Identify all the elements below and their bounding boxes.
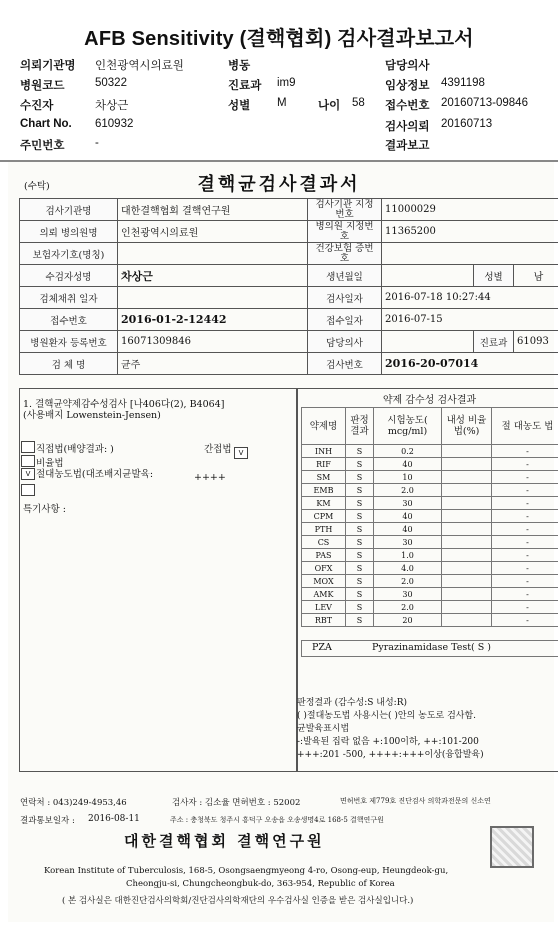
col-header: 내성 비율법(%) <box>442 408 492 445</box>
lab-id-value: 11000029 <box>382 199 558 221</box>
recv-no-label: 접수번호 <box>20 309 118 331</box>
sex-value: M <box>277 97 287 109</box>
drug-abs: - <box>492 562 558 575</box>
antibiotic-table <box>301 407 558 627</box>
footer-org-en2: Cheongju-si, Chungcheongbuk-do, 363-954, Republic of Korea <box>126 879 395 889</box>
recv-date-value: 2016-07-15 <box>382 309 558 331</box>
table-row <box>302 510 558 523</box>
table-row <box>302 497 558 510</box>
table-row <box>302 484 558 497</box>
footer-license: 면허번호 제779호 진단검사 의학과전문의 신소연 <box>340 797 491 805</box>
table-row <box>20 243 558 265</box>
table-row <box>20 309 558 331</box>
col-header: 시험농도( mcg/ml) <box>374 408 442 445</box>
drug-name: RIF <box>302 458 346 471</box>
legend-line4: -:발육된 집락 없음 +:100이하, ++:101-200 <box>297 737 479 747</box>
hosp-id-value: 11365200 <box>382 221 558 243</box>
patient-name-value: 차상근 <box>118 265 308 287</box>
patient-value: 차상근 <box>95 100 129 112</box>
abs-checkbox: V <box>21 468 35 480</box>
table-row <box>302 549 558 562</box>
drug-ratio <box>442 445 492 458</box>
report-sex-value: 남 <box>514 265 558 287</box>
patient-name-label: 수검자성명 <box>20 265 118 287</box>
test-date-value: 2016-07-18 10:27:44 <box>382 287 558 309</box>
birth-label: 생년월일 <box>308 265 382 287</box>
footer-org-en1: Korean Institute of Tuberculosis, 168-5, Osongsaengmyeong 4-ro, Osong-eup, Heungdeok-gu, <box>44 866 449 876</box>
req-hosp-label: 의뢰 병의원명 <box>20 221 118 243</box>
drug-name: LEV <box>302 601 346 614</box>
drug-conc: 10 <box>374 471 442 484</box>
drug-abs: - <box>492 497 558 510</box>
legend-line5: +++:201 -500, ++++:+++이상(융합발육) <box>297 750 484 760</box>
drug-ratio <box>442 536 492 549</box>
drug-conc: 40 <box>374 510 442 523</box>
abs-label: 절대농도법(대조배지균발육: <box>36 469 154 480</box>
official-seal <box>490 826 534 868</box>
hospcode-value: 50322 <box>95 77 127 89</box>
drug-result: S <box>346 614 374 627</box>
pza-value: Pyrazinamidase Test( S ) <box>372 642 491 653</box>
idnum-label: 주민번호 <box>20 140 65 152</box>
drug-conc: 20 <box>374 614 442 627</box>
recv-no-value: 2016-01-2-12442 <box>118 309 308 331</box>
drug-name: INH <box>302 445 346 458</box>
drug-conc: 2.0 <box>374 575 442 588</box>
specimen-label: 검 체 명 <box>20 353 118 375</box>
notes-label: 특기사항 : <box>23 504 66 515</box>
drug-ratio <box>442 523 492 536</box>
drug-name: AMK <box>302 588 346 601</box>
receipt-value: 20160713-09846 <box>441 97 528 109</box>
method-line1: 1. 결핵균약제감수성검사 [나406다(2), B4064] <box>23 399 225 410</box>
sex-label: 성별 <box>228 100 251 112</box>
lab-id-label: 검사기관 지정번호 <box>308 199 382 221</box>
reg-label: 병원환자 등록번호 <box>20 331 118 353</box>
drug-abs: - <box>492 536 558 549</box>
drug-name: MOX <box>302 575 346 588</box>
health-label: 건강보험 증번호 <box>308 243 382 265</box>
extra-checkbox <box>21 484 35 496</box>
drug-abs: - <box>492 471 558 484</box>
request-value: 20160713 <box>441 118 493 130</box>
drug-name: CS <box>302 536 346 549</box>
drug-abs: - <box>492 445 558 458</box>
abs-growth-value: ++++ <box>194 472 226 483</box>
direct-checkbox <box>21 441 35 453</box>
chart-value: 610932 <box>95 118 134 130</box>
table-row <box>20 287 558 309</box>
footer-org: 대한결핵협회 결핵연구원 <box>124 832 325 850</box>
clinical-label: 임상정보 <box>385 80 430 92</box>
report-dept-value: 61093 <box>514 331 558 353</box>
drug-result: S <box>346 601 374 614</box>
doctor-label: 담당의사 <box>385 60 430 72</box>
info-table <box>19 198 558 375</box>
table-header-row <box>302 408 558 445</box>
dept-label: 진료과 <box>228 80 262 92</box>
report-doctor-value <box>382 331 474 353</box>
drug-ratio <box>442 497 492 510</box>
age-label: 나이 <box>318 100 341 112</box>
insure-label: 보험자기호(명칭) <box>20 243 118 265</box>
drug-abs: - <box>492 614 558 627</box>
drug-conc: 40 <box>374 523 442 536</box>
recv-date-label: 접수일자 <box>308 309 382 331</box>
test-no-label: 검사번호 <box>308 353 382 375</box>
table-row <box>20 353 558 375</box>
footer-address: 주소 : 충청북도 청주시 흥덕구 오송읍 오송생명4로 168-5 결핵연구원 <box>170 816 384 824</box>
drug-abs: - <box>492 523 558 536</box>
drug-abs: - <box>492 575 558 588</box>
drug-result: S <box>346 458 374 471</box>
reg-value: 16071309846 <box>118 331 308 353</box>
drug-result: S <box>346 562 374 575</box>
drug-result: S <box>346 510 374 523</box>
drug-name: OFX <box>302 562 346 575</box>
table-row <box>302 575 558 588</box>
pza-row <box>301 640 558 657</box>
col-header: 절 대농도 법 <box>492 408 558 445</box>
drug-abs: - <box>492 458 558 471</box>
drug-conc: 0.2 <box>374 445 442 458</box>
report-sex-label: 성별 <box>474 265 514 287</box>
indirect-label: 간접법 <box>204 444 232 455</box>
footer-tester: 검사자 : 김소율 면허번호 : 52002 <box>172 798 301 808</box>
chart-label: Chart No. <box>20 118 72 130</box>
legend-line3: 균발육표시법 <box>297 724 350 734</box>
indirect-checkbox: V <box>234 447 248 459</box>
table-row <box>20 265 558 287</box>
drug-ratio <box>442 510 492 523</box>
report-label: 결과보고 <box>385 140 430 152</box>
drug-abs: - <box>492 484 558 497</box>
lab-name-label: 검사기관명 <box>20 199 118 221</box>
table-row <box>302 536 558 549</box>
request-label: 검사의뢰 <box>385 121 430 133</box>
table-row <box>302 614 558 627</box>
drug-result: S <box>346 575 374 588</box>
drug-conc: 4.0 <box>374 562 442 575</box>
table-row <box>20 331 558 353</box>
drug-ratio <box>442 484 492 497</box>
collect-label: 검체채취 일자 <box>20 287 118 309</box>
clinical-value: 4391198 <box>441 77 485 89</box>
drug-conc: 30 <box>374 588 442 601</box>
drug-conc: 2.0 <box>374 484 442 497</box>
drug-name: CPM <box>302 510 346 523</box>
institution-label: 의뢰기관명 <box>20 60 76 72</box>
drug-ratio <box>442 458 492 471</box>
direct-label: 직접법(배양결과: ) <box>36 444 114 455</box>
drug-ratio <box>442 562 492 575</box>
drug-ratio <box>442 601 492 614</box>
specimen-value: 균주 <box>118 353 308 375</box>
table-row <box>302 523 558 536</box>
hospcode-label: 병원코드 <box>20 80 65 92</box>
table-row <box>302 445 558 458</box>
drug-name: EMB <box>302 484 346 497</box>
collect-value <box>118 287 308 309</box>
sensitivity-title: 약제 감수성 검사결과 <box>382 395 477 406</box>
col-header: 판정 결과 <box>346 408 374 445</box>
drug-ratio <box>442 471 492 484</box>
drug-result: S <box>346 445 374 458</box>
dept-value: im9 <box>277 77 296 89</box>
drug-conc: 1.0 <box>374 549 442 562</box>
receipt-label: 접수번호 <box>385 100 430 112</box>
insure-value <box>118 243 308 265</box>
hosp-id-label: 병의원 지정번호 <box>308 221 382 243</box>
ratio-label: 비율법 <box>36 458 64 469</box>
footer-report-date: 2016-08-11 <box>88 814 140 824</box>
table-row <box>20 199 558 221</box>
drug-abs: - <box>492 510 558 523</box>
table-row <box>302 562 558 575</box>
patient-label: 수진자 <box>20 100 54 112</box>
drug-result: S <box>346 497 374 510</box>
birth-value <box>382 265 474 287</box>
pza-label: PZA <box>312 642 332 653</box>
table-row <box>302 588 558 601</box>
test-date-label: 검사일자 <box>308 287 382 309</box>
health-value <box>382 243 558 265</box>
test-no-value: 2016-20-07014 <box>382 353 558 375</box>
drug-ratio <box>442 549 492 562</box>
drug-conc: 40 <box>374 458 442 471</box>
institution-value: 인천광역시의료원 <box>95 60 184 72</box>
lab-name-value: 대한결핵협회 결핵연구원 <box>118 199 308 221</box>
drug-abs: - <box>492 549 558 562</box>
drug-conc: 2.0 <box>374 601 442 614</box>
age-value: 58 <box>352 97 365 109</box>
col-header: 약제명 <box>302 408 346 445</box>
ward-label: 병동 <box>228 60 251 72</box>
drug-name: PTH <box>302 523 346 536</box>
table-row <box>302 601 558 614</box>
table-row <box>302 471 558 484</box>
report-corner: (수탁) <box>24 181 50 192</box>
report-doctor-label: 담당의사 <box>308 331 382 353</box>
drug-name: PAS <box>302 549 346 562</box>
method-line2: (사용배지 Lowenstein-Jensen) <box>23 410 161 421</box>
idnum-value: - <box>95 137 99 149</box>
req-hosp-value: 인천광역시의료원 <box>118 221 308 243</box>
drug-conc: 30 <box>374 536 442 549</box>
drug-abs: - <box>492 601 558 614</box>
drug-ratio <box>442 588 492 601</box>
drug-result: S <box>346 523 374 536</box>
table-row <box>302 458 558 471</box>
drug-result: S <box>346 536 374 549</box>
drug-result: S <box>346 484 374 497</box>
drug-result: S <box>346 471 374 484</box>
legend-line1: 판정결과 (감수성:S 내성:R) <box>297 698 407 708</box>
footer-note: ( 본 검사실은 대한진단검사의학회/진단검사의학재단의 우수검사실 인증을 받은 검사실입니다.) <box>62 896 414 906</box>
footer-phone: 연락처 : 043)249-4953,46 <box>20 798 127 808</box>
legend-line2: ( )절대농도법 사용시는( )안의 농도로 검사함. <box>297 711 477 721</box>
drug-result: S <box>346 588 374 601</box>
drug-abs: - <box>492 588 558 601</box>
drug-result: S <box>346 549 374 562</box>
drug-ratio <box>442 575 492 588</box>
table-row <box>20 221 558 243</box>
drug-name: SM <box>302 471 346 484</box>
ratio-checkbox <box>21 455 35 467</box>
drug-name: KM <box>302 497 346 510</box>
footer-report-date-label: 결과통보일자 : <box>20 816 75 826</box>
drug-name: RBT <box>302 614 346 627</box>
page-title: AFB Sensitivity (결핵협회) 검사결과보고서 <box>84 28 474 50</box>
report-title: 결핵균검사결과서 <box>197 174 361 195</box>
drug-conc: 30 <box>374 497 442 510</box>
drug-ratio <box>442 614 492 627</box>
report-dept-label: 진료과 <box>474 331 514 353</box>
